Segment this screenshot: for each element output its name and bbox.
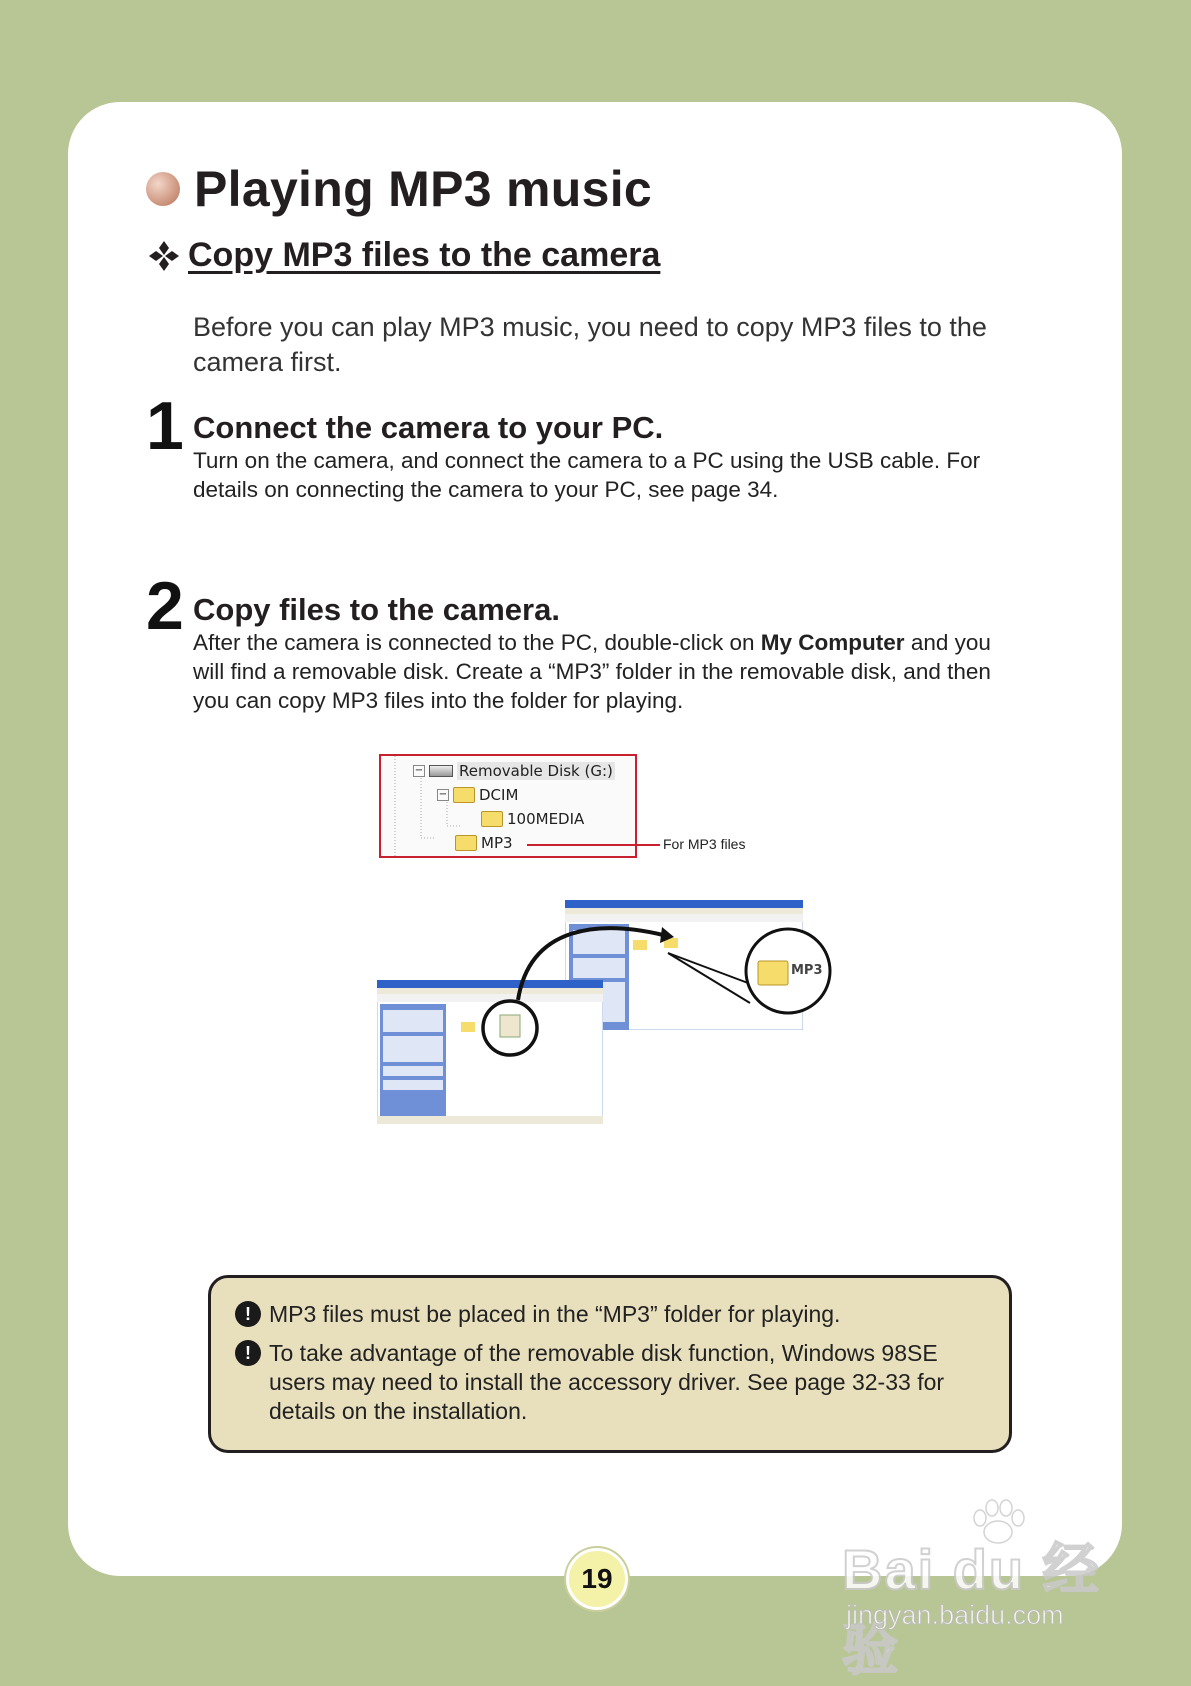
warning-icon: !	[235, 1340, 261, 1366]
tree-item-dcim[interactable]: − DCIM	[438, 786, 519, 804]
title-bullet-icon	[146, 172, 180, 206]
section-subtitle: Copy MP3 files to the camera	[188, 236, 661, 274]
step-2-title: Copy files to the camera.	[193, 592, 560, 627]
title-row	[146, 160, 652, 218]
warning-icon: !	[235, 1301, 261, 1327]
collapse-icon[interactable]: −	[414, 765, 424, 776]
my-computer-label: My Computer	[760, 630, 905, 655]
watermark-url: jingyan.baidu.com	[846, 1600, 1064, 1630]
tree-item-mp3[interactable]: MP3	[455, 834, 513, 852]
subtitle-row	[146, 236, 660, 275]
step-1-body: Turn on the camera, and connect the camera to a PC using the USB cable. For details on connecting the camera to your PC, see page 34.	[193, 448, 981, 502]
step-1-number: 1	[146, 388, 184, 464]
notes-box	[208, 1275, 1012, 1453]
tree-item-100media[interactable]: 100MEDIA	[481, 810, 584, 828]
folder-icon	[455, 835, 477, 851]
file-icon	[500, 1015, 520, 1037]
drag-arrow	[518, 928, 663, 1000]
folder-tree	[379, 754, 637, 858]
mp3-folder-icon	[758, 961, 788, 985]
watermark-brand: Bai du 经验	[842, 1538, 1101, 1681]
callout-label: For MP3 files	[663, 836, 746, 852]
drive-icon	[429, 765, 453, 777]
zoom-folder-label: MP3	[791, 963, 823, 978]
page-title: Playing MP3 music	[194, 161, 653, 217]
arrow-head-icon	[660, 927, 674, 943]
page-number: 19	[566, 1548, 628, 1610]
folder-icon	[481, 811, 503, 827]
step-2-number: 2	[146, 568, 184, 644]
folder-icon	[453, 787, 475, 803]
intro-paragraph: Before you can play MP3 music, you need to copy MP3 files to the camera first.	[193, 312, 987, 377]
step-2-body: After the camera is connected to the PC, double-click on My Computer and you will find a removable disk. Create a “MP3” folder in the removable disk, and then you can copy MP3 files into the folder for playing.	[193, 630, 991, 713]
baidu-watermark	[842, 1498, 1122, 1681]
step-1-title: Connect the camera to your PC.	[193, 410, 664, 445]
tree-item-removable-disk[interactable]: − Removable Disk (G:)	[414, 762, 613, 780]
note-item: ! MP3 files must be placed in the “MP3” folder for playing.	[235, 1300, 989, 1329]
callout-line	[527, 844, 660, 846]
note-item: ! To take advantage of the removable disk function, Windows 98SE users may need to install the accessory driver. See page 32-33 for details on the installation.	[235, 1339, 989, 1426]
four-diamond-icon	[146, 238, 182, 274]
drag-illustration	[470, 905, 840, 1075]
collapse-icon[interactable]: −	[438, 789, 448, 800]
